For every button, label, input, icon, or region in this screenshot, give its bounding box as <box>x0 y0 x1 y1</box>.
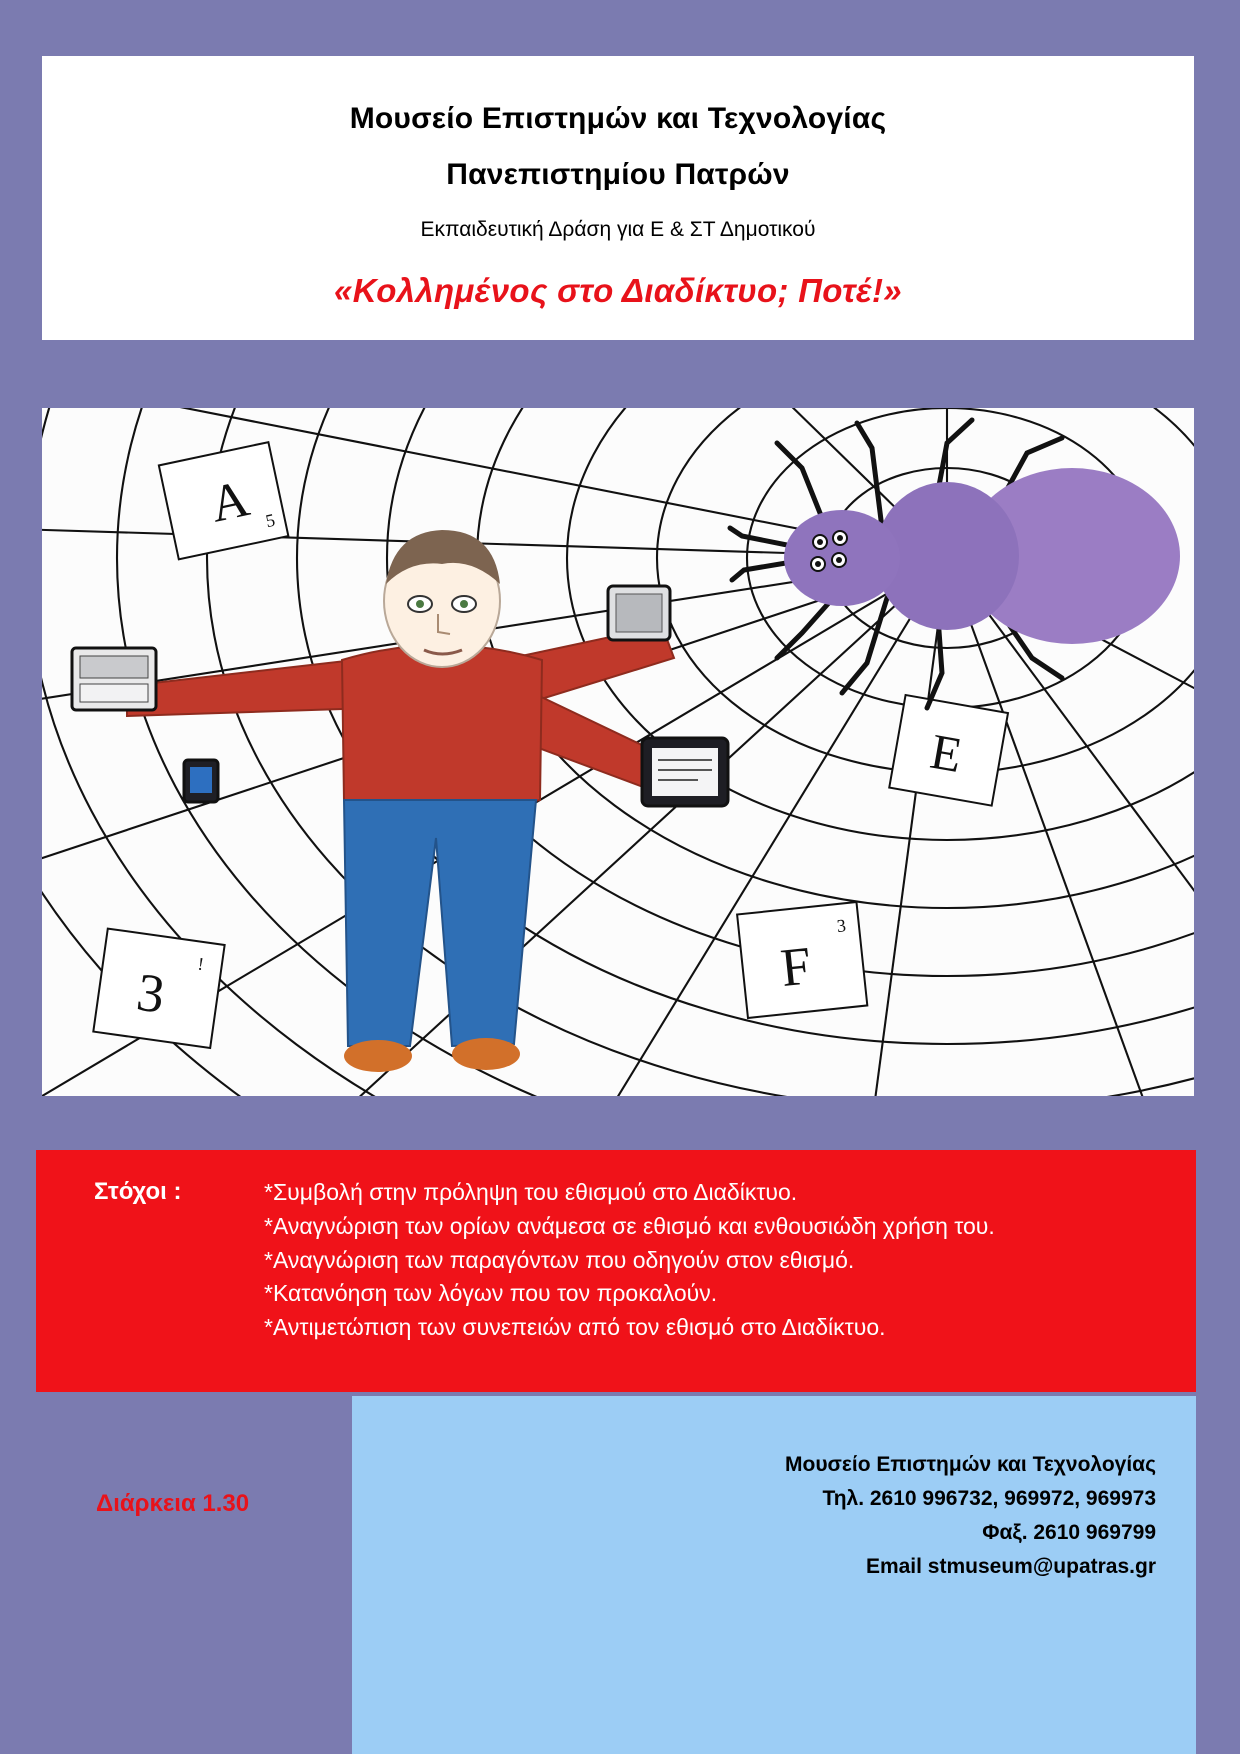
svg-text:!: ! <box>196 953 206 975</box>
device-laptop-left <box>72 648 156 710</box>
letter-card-3 <box>93 929 224 1048</box>
device-phone-left <box>184 760 218 802</box>
letter-card-F <box>737 902 867 1018</box>
svg-text:E: E <box>926 722 967 784</box>
illustration-spiderweb-drawing <box>42 408 1194 1096</box>
svg-text:F: F <box>777 935 814 999</box>
contact-email: Email stmuseum@upatras.gr <box>865 1555 1156 1579</box>
header-card <box>42 56 1194 340</box>
objectives-block <box>36 1150 1196 1392</box>
svg-text:3: 3 <box>835 915 847 937</box>
contact-phone: Τηλ. 2610 996732, 969972, 969973 <box>822 1487 1156 1511</box>
letter-card-E <box>889 695 1008 806</box>
device-tablet-top <box>608 586 670 640</box>
objectives-label: Στόχοι : <box>94 1178 182 1205</box>
program-subtitle: Εκπαιδευτική Δράση για Ε & ΣΤ Δημοτικού <box>420 218 816 241</box>
svg-text:A: A <box>205 470 255 534</box>
contact-fax: Φαξ. 2610 969799 <box>982 1521 1156 1545</box>
device-tablet-right <box>642 738 728 806</box>
objective-item: *Συμβολή στην πρόληψη του εθισμού στο Διαδίκτυο. <box>264 1179 798 1205</box>
svg-text:3: 3 <box>133 961 169 1025</box>
contact-organization: Μουσείο Επιστημών και Τεχνολογίας <box>785 1453 1156 1476</box>
museum-name-line2: Πανεπιστημίου Πατρών <box>446 158 790 191</box>
objective-item: *Αναγνώριση των παραγόντων που οδηγούν στον εθισμό. <box>264 1246 855 1273</box>
objective-item: *Αντιμετώπιση των συνεπειών από τον εθισμό στο Διαδίκτυο. <box>264 1314 886 1341</box>
objective-item: *Αναγνώριση των ορίων ανάμεσα σε εθισμό και ενθουσιώδη χρήση του. <box>264 1212 995 1239</box>
objective-item: *Κατανόηση των λόγων που τον προκαλούν. <box>264 1280 718 1307</box>
duration-label: Διάρκεια 1.30 <box>96 1490 250 1517</box>
museum-name-line1: Μουσείο Επιστημών και Τεχνολογίας <box>349 102 887 135</box>
drawing-canvas <box>42 408 1194 1096</box>
page-title: «Κολλημένος στο Διαδίκτυο; Ποτέ!» <box>334 272 902 309</box>
objectives-list <box>264 1176 995 1345</box>
contact-block <box>352 1396 1196 1754</box>
svg-text:5: 5 <box>263 509 277 532</box>
